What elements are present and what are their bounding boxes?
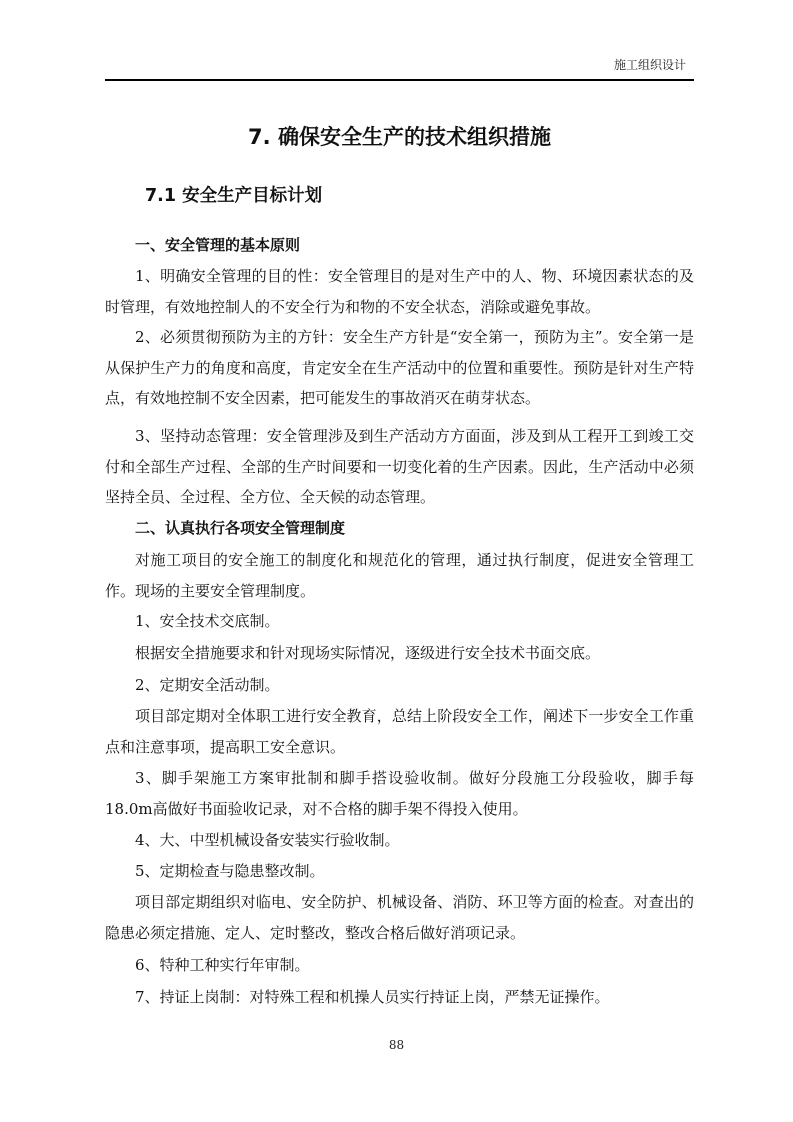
subsection-heading-principles: 一、安全管理的基本原则 (135, 236, 301, 254)
list-item-5-desc: 项目部定期组织对临电、安全防护、机械设备、消防、环卫等方面的检查。对查出的隐患必须定措施、定人、定时整改，整改合格后做好消项记录。 (105, 893, 694, 942)
running-header: 施工组织设计 (613, 58, 686, 72)
paragraph-principle-1: 1、明确安全管理的目的性：安全管理目的是对生产中的人、物、环境因素状态的及时管理，有效地控制人的不安全行为和物的不安全状态，消除或避免事故。 (105, 267, 694, 316)
header-rule (105, 79, 694, 81)
chapter-title: 7. 确保安全生产的技术组织措施 (248, 125, 551, 149)
paragraph-principle-2: 2、必须贯彻预防为主的方针：安全生产方针是“安全第一，预防为主”。安全第一是从保护生产力的角度和高度，肯定安全在生产活动中的位置和重要性。预防是针对生产特点，有效地控制不安全因素，把可能发生的事故消灭在萌芽状态。 (105, 328, 694, 407)
list-item-2-desc: 项目部定期对全体职工进行安全教育，总结上阶段安全工作，阐述下一步安全工作重点和注意事项，提高职工安全意识。 (105, 707, 694, 756)
paragraph-systems-intro: 对施工项目的安全施工的制度化和规范化的管理，通过执行制度，促进安全管理工作。现场的主要安全管理制度。 (105, 551, 694, 600)
list-item-1-desc: 根据安全措施要求和针对现场实际情况，逐级进行安全技术书面交底。 (135, 644, 601, 662)
paragraph-principle-3: 3、坚持动态管理：安全管理涉及到生产活动方方面面，涉及到从工程开工到竣工交付和全部生产过程、全部的生产时间要和一切变化着的生产因素。因此，生产活动中必须坚持全员、全过程、全方位、全天候的动态管理。 (105, 427, 694, 506)
list-item-4: 4、大、中型机械设备安装实行验收制。 (135, 831, 400, 849)
page-number: 88 (388, 1038, 405, 1052)
list-item-7: 7、持证上岗制：对特殊工程和机操人员实行持证上岗，严禁无证操作。 (135, 988, 610, 1006)
subsection-heading-systems: 二、认真执行各项安全管理制度 (135, 519, 346, 537)
section-title: 7.1 安全生产目标计划 (145, 186, 323, 206)
list-item-5: 5、定期检查与隐患整改制。 (135, 862, 325, 880)
list-item-1: 1、安全技术交底制。 (135, 612, 280, 630)
list-item-3: 3、脚手架施工方案审批制和脚手搭设验收制。做好分段施工分段验收，脚手每18.0m高做好书面验收记录，对不合格的脚手架不得投入使用。 (105, 769, 694, 818)
list-item-6: 6、特种工种实行年审制。 (135, 956, 310, 974)
list-item-2: 2、定期安全活动制。 (135, 676, 280, 694)
